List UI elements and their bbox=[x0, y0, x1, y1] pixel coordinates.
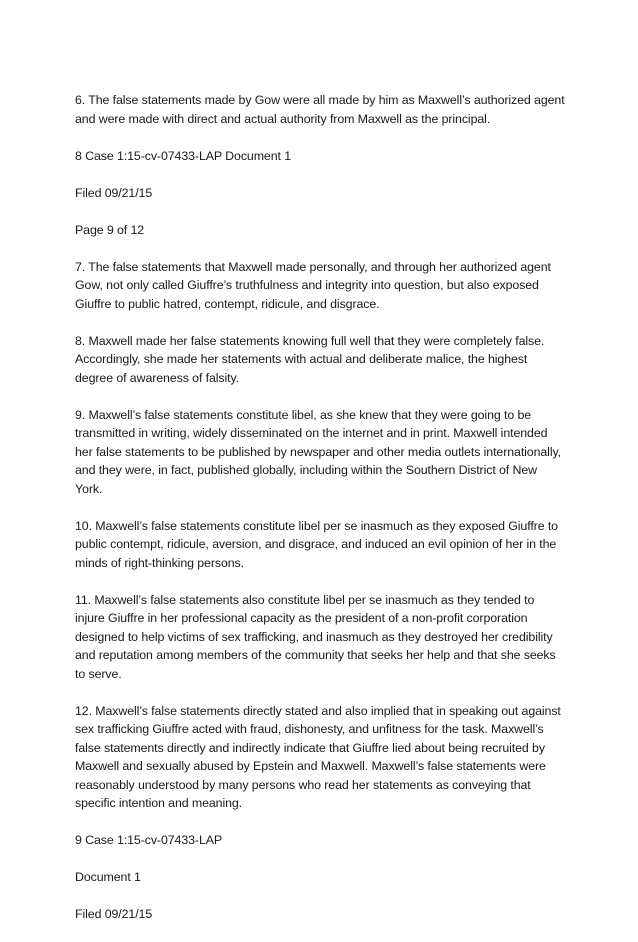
filed-date-line-2: Filed 09/21/15 bbox=[75, 907, 153, 921]
paragraph-8: 8. Maxwell made her false statements knowing full well that they were completely false. Accordingly, she made her statements with actual and deliberate malice, the highest degree of awareness of falsity. bbox=[75, 333, 545, 385]
page-number-line: Page 9 of 12 bbox=[75, 222, 145, 237]
paragraph-7: 7. The false statements that Maxwell made personally, and through her authorized agent Gow, not only called Giuffre’s truthfulness and integrity into question, but also exposed Giuffre to public hatred, contempt, ridicule, and disgrace. bbox=[75, 259, 551, 311]
paragraph-12: 12. Maxwell’s false statements directly stated and also implied that in speaking out against sex trafficking Giuffre acted with fraud, dishonesty, and unfitness for the task. Maxwell’s false statements directly and indirectly indicate that Giuffre lied about being recruited by Maxwell and sexually abused by Epstein and Maxwell. Maxwell’s false statements were reasonably understood by many persons who read her statements as conveying that specific intention and meaning. bbox=[75, 703, 561, 810]
paragraph-10: 10. Maxwell’s false statements constitute libel per se inasmuch as they exposed Giuffre to public contempt, ridicule, aversion, and disgrace, and induced an evil opinion of her in the minds of right-thinking persons. bbox=[75, 518, 558, 570]
paragraph-9: 9. Maxwell’s false statements constitute libel, as she knew that they were going to be transmitted in writing, widely disseminated on the internet and in print. Maxwell intended her false statements to be published by newspaper and other media outlets internationally, and they were, in fact, published globally, including within the Southern District of New York. bbox=[75, 407, 562, 496]
case-header-line: 8 Case 1:15-cv-07433-LAP Document 1 bbox=[75, 148, 291, 163]
document-number-line: Document 1 bbox=[75, 870, 141, 884]
paragraph-6: 6. The false statements made by Gow were all made by him as Maxwell’s authorized agent and were made with direct and actual authority from Maxwell as the principal. bbox=[75, 93, 565, 126]
document-page bbox=[75, 91, 565, 942]
case-header-line-2: 9 Case 1:15-cv-07433-LAP bbox=[75, 833, 223, 847]
filed-date-line: Filed 09/21/15 bbox=[75, 185, 153, 200]
paragraph-11: 11. Maxwell’s false statements also constitute libel per se inasmuch as they tended to injure Giuffre in her professional capacity as the president of a non-profit corporation designed to help victims of sex trafficking, and inasmuch as they destroyed her credibility and reputation among members of the community that seeks her help and that she seeks to serve. bbox=[75, 592, 556, 681]
